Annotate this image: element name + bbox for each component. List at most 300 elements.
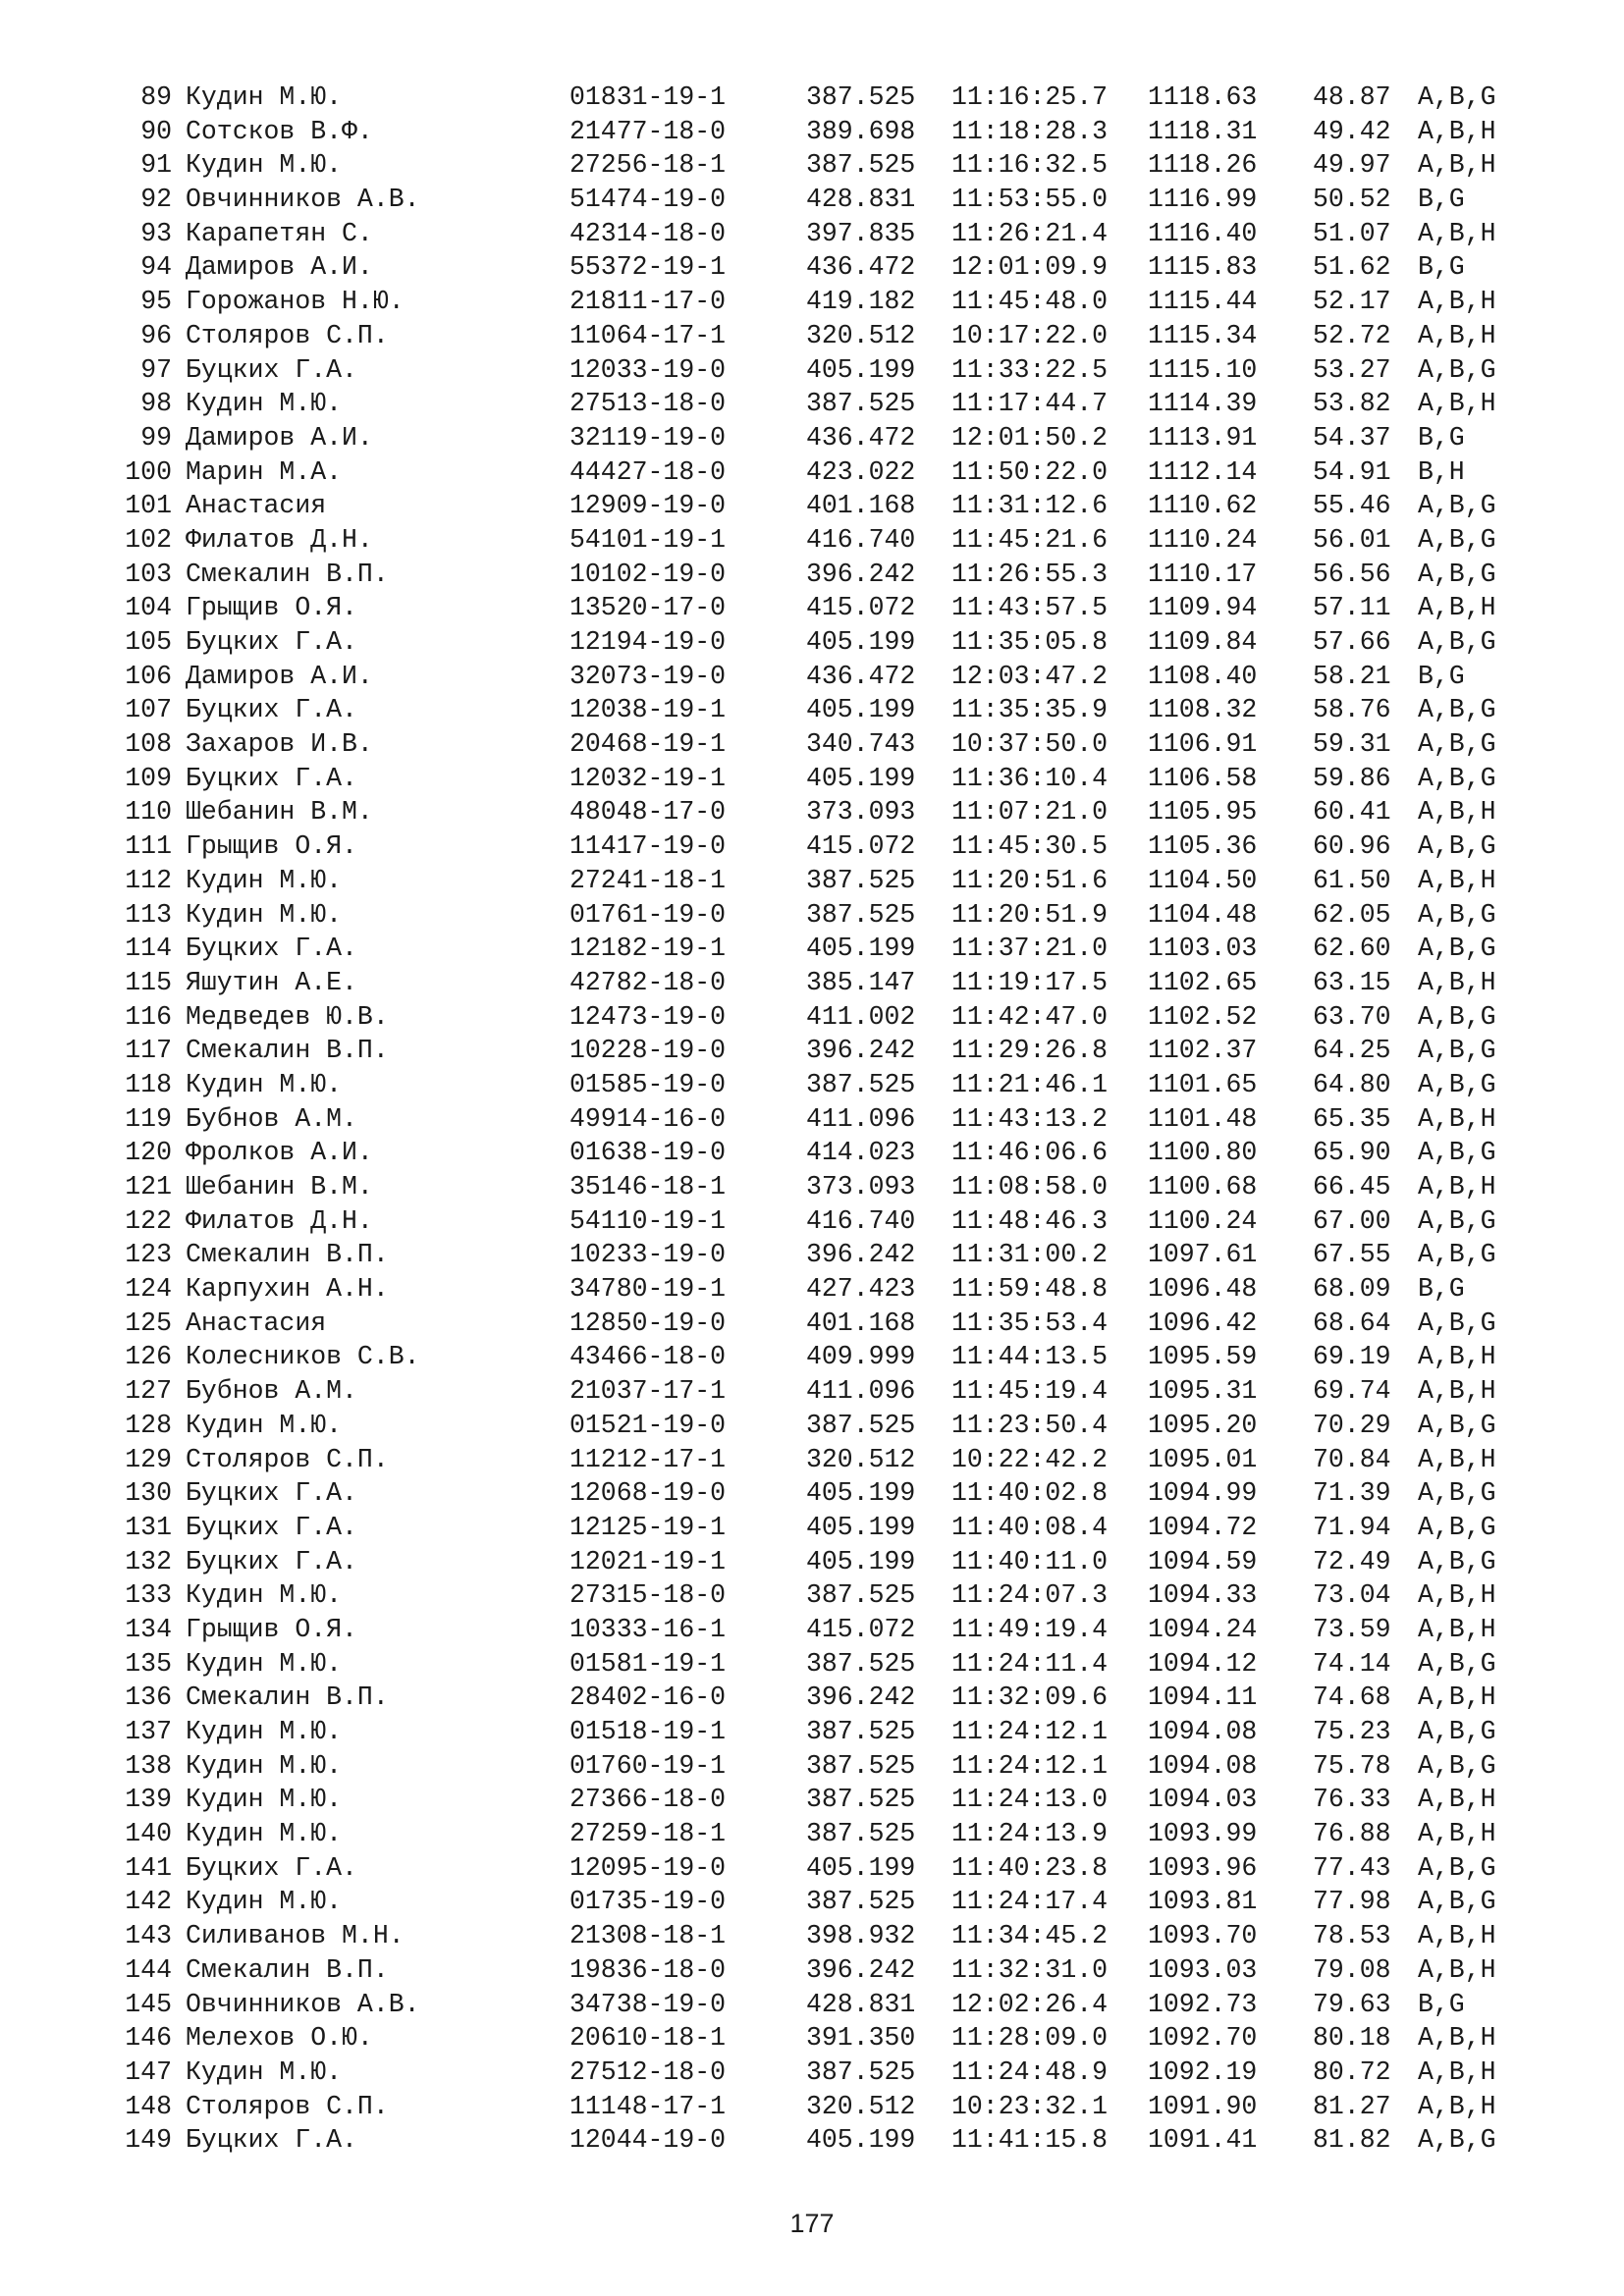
result-groups: A,B,H [1418,116,1496,146]
result-groups: A,B,H [1418,1614,1496,1644]
result-place: 120 [125,1138,172,1168]
result-place: 136 [125,1682,172,1713]
result-speed: 1116.99 [1148,185,1258,215]
result-distance: 387.525 [806,1069,916,1099]
result-fancier-name: Смекалин В.П. [186,1954,389,1985]
result-groups: A,B,G [1418,695,1496,725]
result-place: 95 [140,287,172,317]
result-row [108,183,1532,217]
result-arrival-time: 11:17:44.7 [951,389,1109,419]
result-fancier-name: Кудин М.Ю. [186,1887,343,1917]
result-row [108,1953,1532,1988]
result-coefficient: 49.42 [1313,116,1391,146]
result-groups: A,B,H [1418,797,1496,828]
result-arrival-time: 11:24:13.9 [951,1819,1109,1849]
result-speed: 1097.61 [1148,1240,1258,1270]
result-place: 89 [140,82,172,112]
result-ring-number: 01518-19-1 [569,1717,727,1746]
result-fancier-name: Захаров И.В. [186,729,373,760]
result-groups: A,B,H [1418,1580,1496,1611]
result-ring-number: 32073-19-0 [569,661,727,691]
result-distance: 387.525 [806,2056,916,2087]
result-speed: 1105.95 [1148,797,1258,828]
result-speed: 1115.44 [1148,287,1258,317]
result-coefficient: 53.82 [1313,389,1391,419]
result-place: 102 [125,524,172,555]
result-fancier-name: Кудин М.Ю. [186,1717,343,1746]
result-fancier-name: Буцких Г.А. [186,627,357,657]
result-distance: 405.199 [806,934,916,964]
result-ring-number: 01761-19-0 [569,899,727,930]
result-place: 139 [125,1785,172,1815]
result-groups: A,B,G [1418,1852,1496,1883]
result-distance: 401.168 [806,1308,916,1338]
result-speed: 1096.48 [1148,1274,1258,1305]
result-distance: 396.242 [806,559,916,589]
result-groups: A,B,G [1418,627,1496,657]
result-ring-number: 12038-19-1 [569,695,727,725]
result-groups: A,B,G [1418,1478,1496,1509]
result-speed: 1108.32 [1148,695,1258,725]
result-fancier-name: Карпухин А.Н. [186,1274,389,1305]
result-arrival-time: 11:32:09.6 [951,1682,1109,1713]
result-arrival-time: 11:07:21.0 [951,797,1109,828]
result-groups: A,B,G [1418,1717,1496,1746]
result-coefficient: 51.62 [1313,252,1391,283]
result-distance: 405.199 [806,695,916,725]
result-groups: A,B,G [1418,1036,1496,1066]
result-groups: A,B,H [1418,1342,1496,1372]
result-groups: A,B,G [1418,354,1496,385]
result-groups: A,B,G [1418,491,1496,521]
result-ring-number: 27259-18-1 [569,1819,727,1849]
result-place: 97 [140,354,172,385]
result-distance: 405.199 [806,1512,916,1542]
result-coefficient: 80.72 [1313,2056,1391,2087]
result-ring-number: 01831-19-1 [569,82,727,112]
result-place: 138 [125,1750,172,1781]
result-ring-number: 54101-19-1 [569,524,727,555]
result-speed: 1106.91 [1148,729,1258,760]
result-ring-number: 51474-19-0 [569,185,727,215]
result-ring-number: 12044-19-0 [569,2125,727,2156]
result-row [108,1919,1532,1953]
result-row [108,2090,1532,2124]
result-ring-number: 21037-17-1 [569,1376,727,1407]
result-speed: 1100.80 [1148,1138,1258,1168]
result-row [108,1476,1532,1511]
result-fancier-name: Силиванов М.Н. [186,1921,405,1951]
result-speed: 1112.14 [1148,456,1258,487]
result-arrival-time: 11:46:06.6 [951,1138,1109,1168]
result-fancier-name: Буцких Г.А. [186,2125,357,2156]
result-distance: 405.199 [806,1478,916,1509]
result-groups: A,B,H [1418,593,1496,623]
result-ring-number: 10333-16-1 [569,1614,727,1644]
result-coefficient: 54.91 [1313,456,1391,487]
result-speed: 1114.39 [1148,389,1258,419]
result-arrival-time: 11:24:12.1 [951,1717,1109,1746]
result-distance: 405.199 [806,763,916,793]
result-coefficient: 60.96 [1313,831,1391,862]
result-place: 103 [125,559,172,589]
result-arrival-time: 11:40:02.8 [951,1478,1109,1509]
result-speed: 1118.26 [1148,150,1258,181]
result-distance: 396.242 [806,1954,916,1985]
result-place: 140 [125,1819,172,1849]
result-row [108,795,1532,829]
result-coefficient: 49.97 [1313,150,1391,181]
result-speed: 1093.96 [1148,1852,1258,1883]
result-distance: 398.932 [806,1921,916,1951]
result-arrival-time: 10:23:32.1 [951,2091,1109,2121]
result-row [108,387,1532,421]
result-arrival-time: 11:59:48.8 [951,1274,1109,1305]
result-coefficient: 68.09 [1313,1274,1391,1305]
result-ring-number: 49914-16-0 [569,1103,727,1134]
result-arrival-time: 11:23:50.4 [951,1410,1109,1440]
result-place: 137 [125,1717,172,1746]
result-fancier-name: Смекалин В.П. [186,1682,389,1713]
result-place: 149 [125,2125,172,2156]
result-groups: A,B,H [1418,1921,1496,1951]
result-speed: 1094.72 [1148,1512,1258,1542]
result-coefficient: 80.18 [1313,2023,1391,2054]
result-row [108,285,1532,319]
result-fancier-name: Анастасия [186,1308,327,1338]
result-coefficient: 74.68 [1313,1682,1391,1713]
result-coefficient: 74.14 [1313,1648,1391,1679]
result-place: 116 [125,1001,172,1032]
result-distance: 405.199 [806,2125,916,2156]
result-distance: 411.096 [806,1376,916,1407]
result-speed: 1102.37 [1148,1036,1258,1066]
result-speed: 1094.03 [1148,1785,1258,1815]
result-row [108,1578,1532,1613]
result-distance: 387.525 [806,1887,916,1917]
result-place: 133 [125,1580,172,1611]
result-speed: 1116.40 [1148,218,1258,248]
result-fancier-name: Кудин М.Ю. [186,865,343,895]
result-groups: A,B,H [1418,2023,1496,2054]
result-speed: 1094.12 [1148,1648,1258,1679]
result-ring-number: 01735-19-0 [569,1887,727,1917]
result-ring-number: 27366-18-0 [569,1785,727,1815]
result-fancier-name: Кудин М.Ю. [186,82,343,112]
result-groups: A,B,H [1418,2091,1496,2121]
result-speed: 1092.70 [1148,2023,1258,2054]
result-groups: A,B,G [1418,524,1496,555]
result-coefficient: 63.70 [1313,1001,1391,1032]
result-ring-number: 12909-19-0 [569,491,727,521]
result-arrival-time: 11:40:11.0 [951,1546,1109,1576]
result-speed: 1106.58 [1148,763,1258,793]
result-place: 104 [125,593,172,623]
result-row [108,115,1532,149]
result-fancier-name: Кудин М.Ю. [186,1750,343,1781]
result-coefficient: 51.07 [1313,218,1391,248]
result-speed: 1109.84 [1148,627,1258,657]
result-arrival-time: 11:40:08.4 [951,1512,1109,1542]
result-fancier-name: Овчинников А.В. [186,1989,420,2019]
result-groups: A,B,H [1418,320,1496,350]
result-fancier-name: Грыщив О.Я. [186,831,357,862]
result-fancier-name: Буцких Г.А. [186,1852,357,1883]
result-coefficient: 71.94 [1313,1512,1391,1542]
result-place: 141 [125,1852,172,1883]
result-fancier-name: Кудин М.Ю. [186,2056,343,2087]
result-place: 92 [140,185,172,215]
result-fancier-name: Буцких Г.А. [186,1512,357,1542]
result-groups: A,B,G [1418,1240,1496,1270]
result-speed: 1091.90 [1148,2091,1258,2121]
result-groups: A,B,G [1418,1138,1496,1168]
result-coefficient: 55.46 [1313,491,1391,521]
result-place: 122 [125,1205,172,1236]
result-ring-number: 01585-19-0 [569,1069,727,1099]
result-coefficient: 75.23 [1313,1717,1391,1746]
result-arrival-time: 11:18:28.3 [951,116,1109,146]
result-fancier-name: Буцких Г.А. [186,1546,357,1576]
result-place: 91 [140,150,172,181]
result-row [108,591,1532,625]
result-speed: 1095.31 [1148,1376,1258,1407]
result-ring-number: 19836-18-0 [569,1954,727,1985]
result-coefficient: 69.74 [1313,1376,1391,1407]
result-arrival-time: 11:45:48.0 [951,287,1109,317]
result-ring-number: 01760-19-1 [569,1750,727,1781]
result-fancier-name: Кудин М.Ю. [186,1648,343,1679]
result-ring-number: 20610-18-1 [569,2023,727,2054]
result-groups: A,B,G [1418,559,1496,589]
result-groups: B,G [1418,252,1465,283]
result-coefficient: 62.60 [1313,934,1391,964]
result-arrival-time: 11:41:15.8 [951,2125,1109,2156]
result-groups: A,B,H [1418,865,1496,895]
result-distance: 387.525 [806,1580,916,1611]
result-coefficient: 60.41 [1313,797,1391,828]
result-ring-number: 21811-17-0 [569,287,727,317]
result-arrival-time: 11:24:12.1 [951,1750,1109,1781]
result-speed: 1110.17 [1148,559,1258,589]
result-distance: 436.472 [806,252,916,283]
result-arrival-time: 11:45:21.6 [951,524,1109,555]
result-row [108,1851,1532,1886]
result-place: 129 [125,1444,172,1474]
result-row [108,80,1532,115]
result-arrival-time: 12:01:50.2 [951,422,1109,453]
result-fancier-name: Анастасия [186,491,327,521]
result-groups: A,B,G [1418,82,1496,112]
result-fancier-name: Бубнов А.М. [186,1103,357,1134]
result-place: 126 [125,1342,172,1372]
result-speed: 1115.83 [1148,252,1258,283]
result-groups: A,B,H [1418,1954,1496,1985]
result-distance: 415.072 [806,831,916,862]
result-arrival-time: 11:43:13.2 [951,1103,1109,1134]
result-place: 112 [125,865,172,895]
result-fancier-name: Буцких Г.А. [186,354,357,385]
result-fancier-name: Столяров С.П. [186,1444,389,1474]
result-row [108,250,1532,285]
result-groups: A,B,G [1418,1069,1496,1099]
result-row [108,523,1532,558]
result-groups: A,B,H [1418,1682,1496,1713]
result-arrival-time: 11:45:19.4 [951,1376,1109,1407]
result-place: 109 [125,763,172,793]
result-speed: 1115.10 [1148,354,1258,385]
result-row [108,1885,1532,1919]
result-place: 118 [125,1069,172,1099]
result-speed: 1093.03 [1148,1954,1258,1985]
result-ring-number: 27512-18-0 [569,2056,727,2087]
result-speed: 1095.59 [1148,1342,1258,1372]
result-fancier-name: Смекалин В.П. [186,1240,389,1270]
result-coefficient: 62.05 [1313,899,1391,930]
result-coefficient: 64.80 [1313,1069,1391,1099]
result-place: 93 [140,218,172,248]
result-speed: 1094.08 [1148,1750,1258,1781]
result-groups: A,B,G [1418,1410,1496,1440]
result-ring-number: 12125-19-1 [569,1512,727,1542]
result-speed: 1118.63 [1148,82,1258,112]
result-fancier-name: Шебанин В.М. [186,1172,373,1201]
result-groups: A,B,G [1418,729,1496,760]
result-place: 147 [125,2056,172,2087]
result-speed: 1102.65 [1148,967,1258,997]
result-row [108,660,1532,694]
result-distance: 320.512 [806,2091,916,2121]
result-distance: 428.831 [806,1989,916,2019]
result-arrival-time: 11:28:09.0 [951,2023,1109,2054]
result-coefficient: 57.66 [1313,627,1391,657]
result-speed: 1100.68 [1148,1172,1258,1201]
result-coefficient: 70.29 [1313,1410,1391,1440]
result-place: 121 [125,1172,172,1201]
result-coefficient: 59.31 [1313,729,1391,760]
result-ring-number: 42314-18-0 [569,218,727,248]
result-place: 106 [125,661,172,691]
result-distance: 423.022 [806,456,916,487]
result-arrival-time: 11:16:32.5 [951,150,1109,181]
result-speed: 1103.03 [1148,934,1258,964]
result-arrival-time: 11:24:13.0 [951,1785,1109,1815]
result-row [108,1681,1532,1715]
result-distance: 387.525 [806,1750,916,1781]
result-ring-number: 11064-17-1 [569,320,727,350]
result-ring-number: 12021-19-1 [569,1546,727,1576]
result-arrival-time: 11:35:35.9 [951,695,1109,725]
result-distance: 427.423 [806,1274,916,1305]
result-row [108,421,1532,455]
result-distance: 387.525 [806,1717,916,1746]
result-row [108,966,1532,1000]
result-coefficient: 65.90 [1313,1138,1391,1168]
result-distance: 389.698 [806,116,916,146]
result-fancier-name: Буцких Г.А. [186,695,357,725]
result-ring-number: 11417-19-0 [569,831,727,862]
page-number: 177 [789,2209,835,2238]
result-fancier-name: Сотсков В.Ф. [186,116,373,146]
result-place: 100 [125,456,172,487]
result-place: 90 [140,116,172,146]
result-row [108,2056,1532,2090]
result-place: 145 [125,1989,172,2019]
result-speed: 1093.70 [1148,1921,1258,1951]
result-row [108,727,1532,762]
result-arrival-time: 11:16:25.7 [951,82,1109,112]
result-row [108,1374,1532,1409]
result-coefficient: 76.88 [1313,1819,1391,1849]
result-row [108,558,1532,592]
result-ring-number: 12032-19-1 [569,763,727,793]
result-speed: 1115.34 [1148,320,1258,350]
result-ring-number: 44427-18-0 [569,456,727,487]
result-distance: 387.525 [806,1648,916,1679]
result-arrival-time: 11:24:17.4 [951,1887,1109,1917]
result-coefficient: 71.39 [1313,1478,1391,1509]
result-arrival-time: 12:03:47.2 [951,661,1109,691]
result-groups: A,B,G [1418,1750,1496,1781]
result-row [108,1000,1532,1035]
result-speed: 1094.59 [1148,1546,1258,1576]
result-distance: 401.168 [806,491,916,521]
result-coefficient: 54.37 [1313,422,1391,453]
result-fancier-name: Кудин М.Ю. [186,1580,343,1611]
result-speed: 1110.24 [1148,524,1258,555]
result-distance: 387.525 [806,389,916,419]
result-fancier-name: Столяров С.П. [186,320,389,350]
result-fancier-name: Смекалин В.П. [186,1036,389,1066]
result-groups: A,B,G [1418,1512,1496,1542]
result-fancier-name: Грыщив О.Я. [186,593,357,623]
result-place: 135 [125,1648,172,1679]
result-distance: 405.199 [806,627,916,657]
result-distance: 373.093 [806,797,916,828]
result-fancier-name: Кудин М.Ю. [186,1069,343,1099]
result-place: 110 [125,797,172,828]
result-groups: B,H [1418,456,1465,487]
result-coefficient: 76.33 [1313,1785,1391,1815]
result-fancier-name: Кудин М.Ю. [186,1785,343,1815]
result-groups: A,B,H [1418,1376,1496,1407]
result-speed: 1109.94 [1148,593,1258,623]
result-ring-number: 12850-19-0 [569,1308,727,1338]
result-ring-number: 01521-19-0 [569,1410,727,1440]
result-ring-number: 13520-17-0 [569,593,727,623]
result-place: 128 [125,1410,172,1440]
result-row [108,829,1532,864]
result-arrival-time: 11:43:57.5 [951,593,1109,623]
result-speed: 1095.20 [1148,1410,1258,1440]
result-distance: 387.525 [806,1410,916,1440]
result-speed: 1110.62 [1148,491,1258,521]
result-fancier-name: Фролков А.И. [186,1138,373,1168]
result-distance: 387.525 [806,1785,916,1815]
result-fancier-name: Колесников С.В. [186,1342,420,1372]
result-row [108,1068,1532,1102]
result-coefficient: 53.27 [1313,354,1391,385]
result-groups: B,G [1418,661,1465,691]
result-coefficient: 81.27 [1313,2091,1391,2121]
result-groups: A,B,G [1418,1308,1496,1338]
result-arrival-time: 11:19:17.5 [951,967,1109,997]
result-row [108,148,1532,183]
result-distance: 387.525 [806,865,916,895]
result-speed: 1094.08 [1148,1717,1258,1746]
result-distance: 436.472 [806,661,916,691]
result-groups: A,B,H [1418,218,1496,248]
